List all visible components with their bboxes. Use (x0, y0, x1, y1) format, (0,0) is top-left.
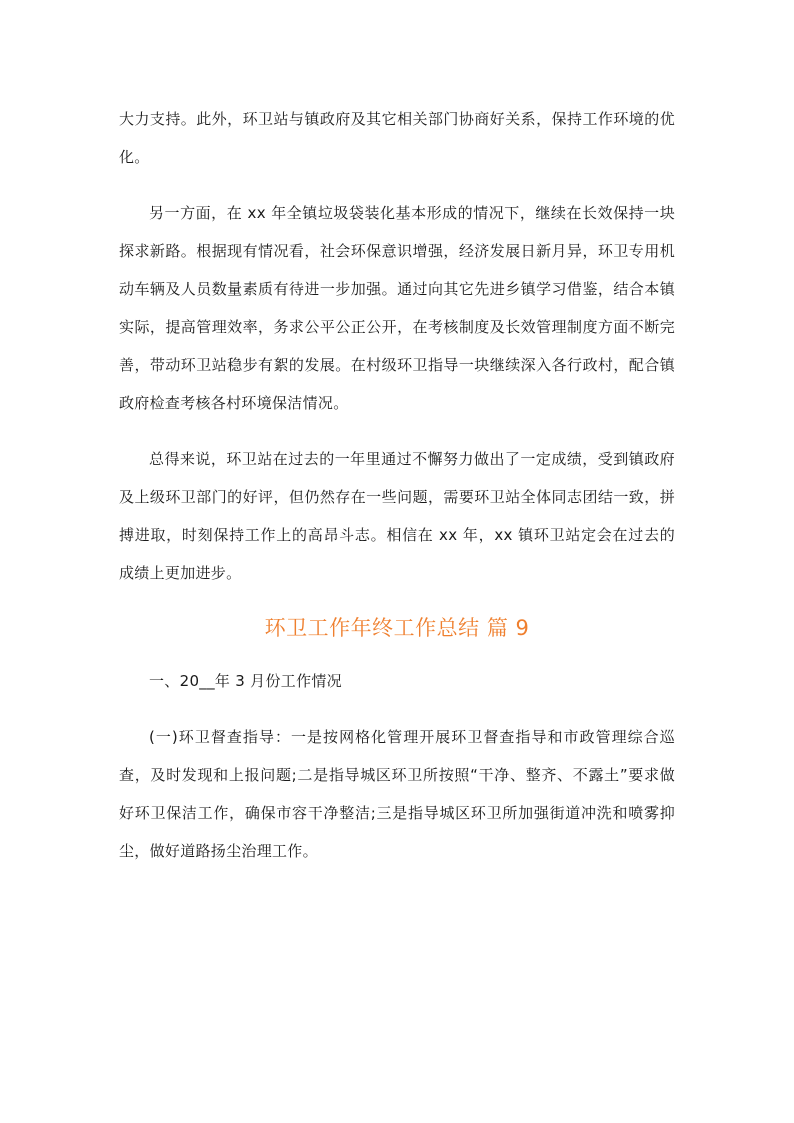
paragraph-march-work: 一、20__年 3 月份工作情况 (149, 672, 342, 690)
paragraph-supervision-guidance: (一)环卫督查指导：一是按网格化管理开展环卫督查指导和市政管理综合巡查，及时发现和上报问题;二是指导城区环卫所按照“干净、整齐、不露土”要求做好环卫保洁工作，确保市容干净整洁;三是指导城区环卫所加强街道冲洗和喷雾抑尘，做好道路扬尘治理工作。 (119, 728, 675, 860)
paragraph-other-aspect: 另一方面，在 xx 年全镇垃圾袋装化基本形成的情况下，继续在长效保持一块探求新路。根据现有情况看，社会环保意识增强，经济发展日新月异，环卫专用机动车辆及人员数量素质有待进一步加强。通过向其它先进乡镇学习借鉴，结合本镇实际，提高管理效率，务求公平公正公开，在考核制度及长效管理制度方面不断完善，带动环卫站稳步有絮的发展。在村级环卫指导一块继续深入各行政村，配合镇政府检查考核各村环境保洁情况。 (119, 204, 675, 412)
section-heading: 环卫工作年终工作总结 篇 9 (264, 616, 530, 640)
paragraph-summary: 总得来说，环卫站在过去的一年里通过不懈努力做出了一定成绩，受到镇政府及上级环卫部门的好评，但仍然存在一些问题，需要环卫站全体同志团结一致，拼搏进取，时刻保持工作上的高昂斗志。相信在 xx 年，xx 镇环卫站定会在过去的成绩上更加进步。 (119, 450, 675, 582)
document-body (119, 100, 675, 870)
paragraph-support-continuation: 大力支持。此外，环卫站与镇政府及其它相关部门协商好关系，保持工作环境的优化。 (119, 110, 675, 166)
